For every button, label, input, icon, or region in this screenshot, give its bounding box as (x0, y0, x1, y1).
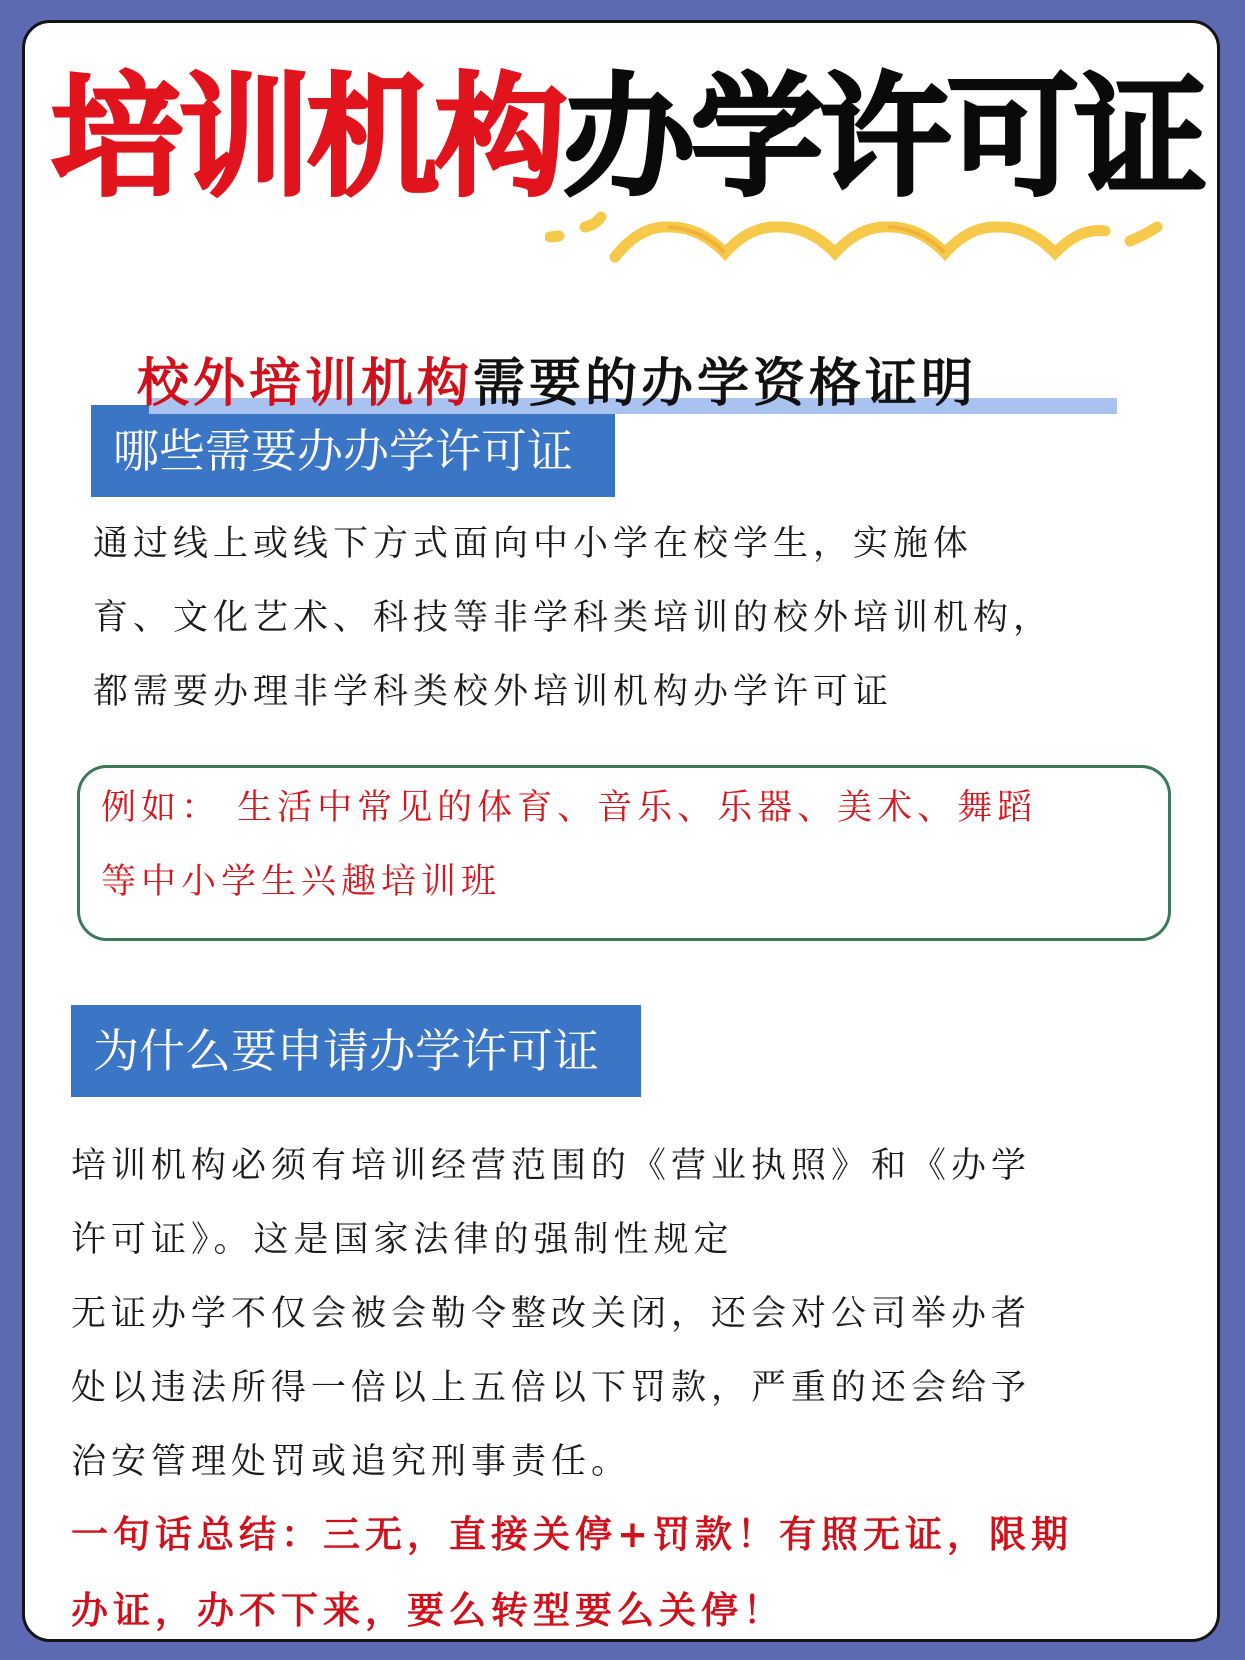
title-red-part: 培训机构 (51, 61, 563, 215)
example-line: 等中小学生兴趣培训班 (101, 862, 502, 902)
subtitle-red-part: 校外培训机构 (137, 354, 474, 414)
section2-body (71, 1129, 1031, 1499)
body-line: 许可证》。这是国家法律的强制性规定 (71, 1220, 734, 1260)
poster-card (22, 20, 1220, 1642)
example-line: 例如： 生活中常见的体育、音乐、乐器、美术、舞蹈 (101, 788, 1038, 828)
squiggle-decoration-icon (545, 205, 1175, 275)
page-title (51, 63, 1203, 213)
example-text (101, 771, 1037, 919)
body-line: 都需要办理非学科类校外培训机构办学许可证 (93, 672, 894, 712)
summary-line: 办证，办不下来，要么转型要么关停！ (71, 1589, 785, 1632)
body-line: 育、文化艺术、科技等非学科类培训的校外培训机构， (93, 598, 1054, 638)
body-line: 治安管理处罚或追究刑事责任。 (71, 1442, 632, 1482)
section-heading-who-needs: 哪些需要办办学许可证 (91, 405, 615, 497)
summary-text (71, 1497, 1073, 1642)
body-line: 通过线上或线下方式面向中小学在校学生，实施体 (93, 524, 974, 564)
section-heading-why-apply: 为什么要申请办学许可证 (71, 1005, 641, 1097)
subtitle-black-part: 需要的办学资格证明 (473, 354, 978, 414)
body-line: 处以违法所得一倍以上五倍以下罚款，严重的还会给予 (71, 1368, 1032, 1408)
subtitle (137, 349, 977, 419)
section1-body (93, 507, 1053, 729)
body-line: 无证办学不仅会被会勒令整改关闭，还会对公司举办者 (71, 1294, 1032, 1334)
summary-line: 一句话总结：三无，直接关停+罚款！有照无证，限期 (71, 1513, 1074, 1556)
body-line: 培训机构必须有培训经营范围的《营业执照》和《办学 (71, 1146, 1032, 1186)
title-black-part: 办学许可证 (563, 61, 1203, 215)
